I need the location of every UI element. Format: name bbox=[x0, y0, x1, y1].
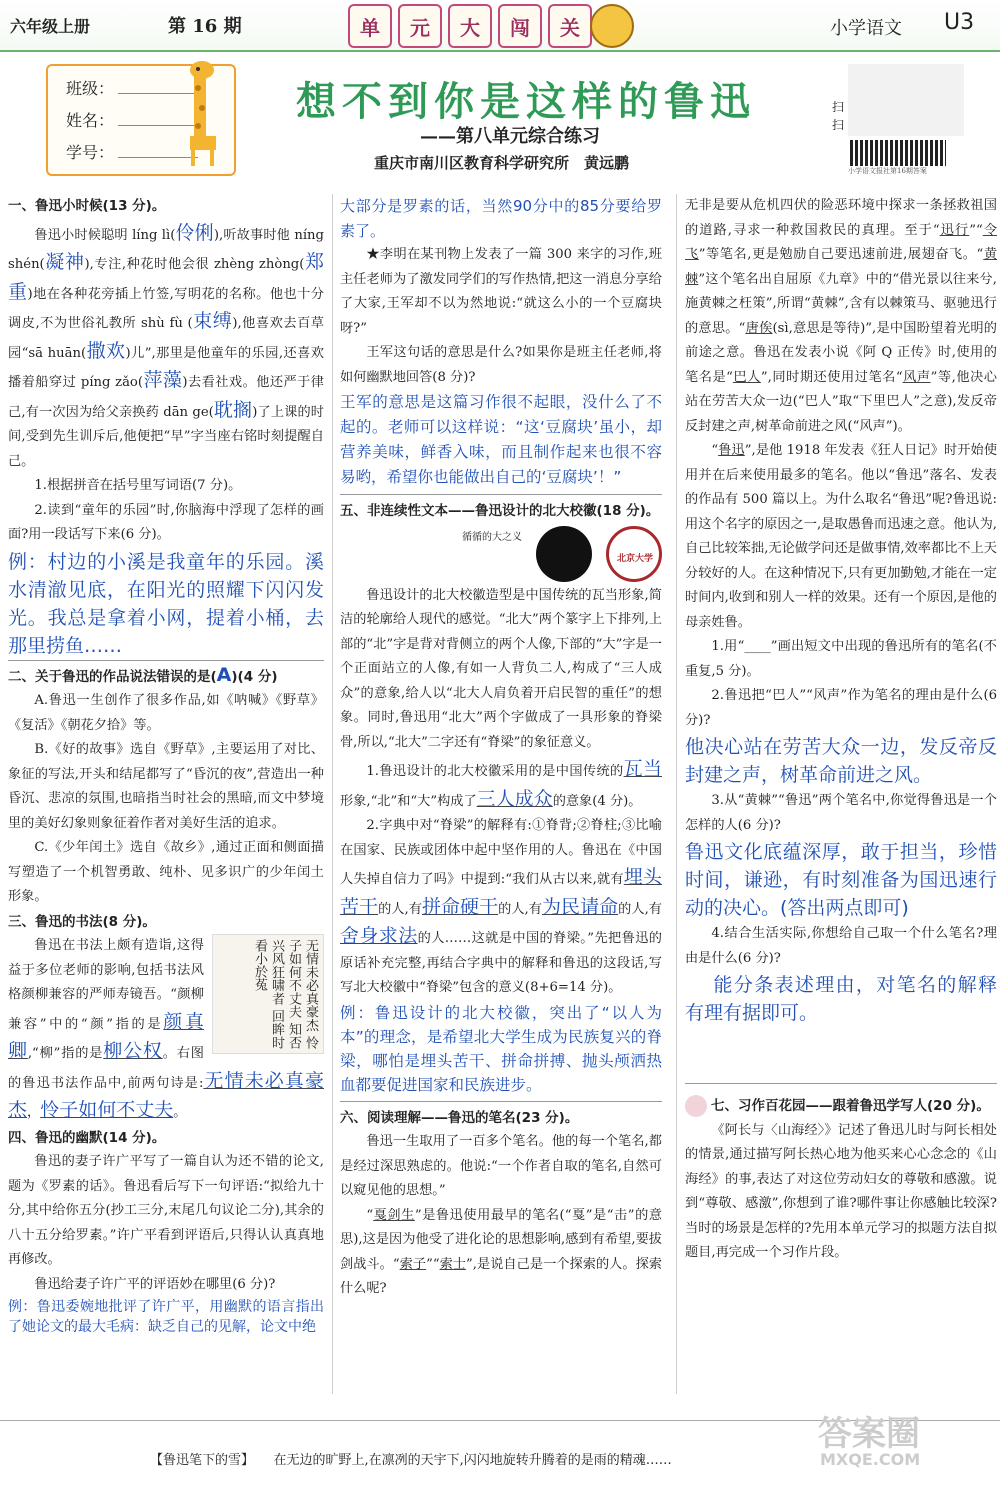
section-6-passage-3: 无非是要从危机四伏的险恶环境中探求一条拯救祖国的道路,寻求一种救国救民的真理。至于“迅行”“令飞”等笔名,更是勉励自己要迅速前进,展翅奋飞。“黄棘”这个笔名出自屈原《九章》中的“借光景以往来兮,施黄棘之枉策”,所谓“黄棘”,含有以棘策马、驱驰迅行的意思。“唐俟(sì,意思是等待)”,是中国盼望着光明的前途之意。鲁迅在发表小说《阿 Q 正传》时,使用的笔名是“巴人”,同时期还使用过笔名“风声”等,他决心站在劳苦大众一边(“巴人”取“下里巴人”之意),发反帝反封建之声,树革命前进之风(“风声”)。 bbox=[685, 198, 998, 434]
giraffe-icon bbox=[180, 58, 224, 168]
top-bar bbox=[0, 0, 1000, 52]
section-6-heading: 六、阅读理解——鲁迅的笔名(23 分)。 bbox=[340, 1109, 579, 1126]
id-field[interactable]: 学号： bbox=[66, 140, 198, 163]
banner-char: 单 bbox=[348, 4, 392, 48]
section-7-passage: 《阿长与〈山海经〉》记述了鲁迅儿时与阿长相处的情景,通过描写阿长热心地为他买来心心念念的《山海经》的事,表达了对这位劳动妇女的尊敬和感激。说到“尊敬、感激”,你想到了谁?哪件事让你感触比较深?当时的场景是怎样的?先用本单元学习的拟题方法自拟题目,再完成一个习作片段。 bbox=[685, 1122, 997, 1260]
banner-char: 关 bbox=[548, 4, 592, 48]
section-1-passage: 鲁迅小时候聪明 líng lì(伶俐),听故事时他 níng shén(凝神),专注,种花时他会很 zhèng zhòng(郑重)地在各种花旁插上竹签,写明花的名称。他也十分调皮,不为世俗礼教所 shù fù (束缚),他喜欢去百草园“sā huān(撒欢)儿”,那里是他童年的乐园,还喜欢播着船穿过 píng zǎo(萍藻)去看社戏。他还严于律己,有一次因为给父亲换药 dān ge(耽搁)了上课的时间,受到先生训斥后,他便把“早”字当座右铭时刻提醒自己。 bbox=[8, 221, 324, 469]
section-6-passage-1: 鲁迅一生取用了一百多个笔名。他的每一个笔名,都是经过深思熟虑的。他说:“一个作者自取的笔名,自然可以窥见他的思想。” bbox=[340, 1134, 662, 1198]
option-a: A.鲁迅一生创作了很多作品,如《呐喊》《野草》《复活》《朝花夕拾》等。 bbox=[8, 693, 324, 733]
question-1-2: 2.读到“童年的乐园”时,你脑海中浮现了怎样的画面?用一段话写下来(6 分)。 bbox=[8, 502, 324, 542]
footer-quote: 【鲁迅笔下的雪】 在无边的旷野上,在凛冽的天宇下,闪闪地旋转升腾着的是雨的精魂…… bbox=[150, 1453, 672, 1468]
question-6-1: 1.用“____”画出短文中出现的鲁迅所有的笔名(不重复,5 分)。 bbox=[685, 639, 997, 679]
option-b: B.《好的故事》选自《野草》,主要运用了对比、象征的写法,开头和结尾都写了“昏沉的夜”,营造出一种昏沉、悲凉的氛围,也暗指当时社会的黑暗,而文中梦境里的美好幻象则象征着作者对美好生活的追求。 bbox=[8, 742, 324, 831]
watermark-logo: 答案圈 bbox=[818, 1414, 920, 1454]
answer-6-4: 能分条表述理由，对笔名的解释有理有据即可。 bbox=[685, 974, 997, 1024]
page-title: 想不到你是这样的鲁迅 bbox=[296, 79, 756, 125]
grade-label: 六年级上册 bbox=[10, 17, 91, 36]
answer-6-3: 鲁迅文化底蕴深厚，敢于担当，珍惜时间，谦逊，有时刻准备为国迅速行动的决心。(答出两点即可) bbox=[685, 841, 997, 919]
author-line: 重庆市南川区教育科学研究所 黄远鹏 bbox=[374, 154, 630, 172]
section-4-passage: 鲁迅的妻子许广平写了一篇自认为还不错的论文,题为《罗素的话》。鲁迅看后写下一句评语:“拟给九十分,其中给你五分(抄工三分,末尾几句议论二分),其余的八十五分给罗素。”许广平看到评语后,只得认认真真地再修改。 bbox=[8, 1154, 324, 1267]
section-6-passage-4: “鲁迅”,是他 1918 年发表《狂人日记》时开始使用并在后来使用最多的笔名。他以“鲁迅”落名、发表的作品有 500 篇以上。为什么取名“鲁迅”呢?鲁迅说:用这个名字的原因之一,是取愚鲁而迅速之意。他认为,自己比较笨拙,无论做学问还是做事情,效率都比不上天分较好的人。在这种情况下,只有更加勤勉,才能在一定时间内,收到和别人一样的效果。还有一个原因,是他的母亲姓鲁。 bbox=[685, 443, 998, 630]
name-field[interactable]: 姓名： bbox=[66, 108, 198, 131]
section-5-heading: 五、非连续性文本——鲁迅设计的北大校徽(18 分)。 bbox=[340, 503, 660, 519]
question-4-2: 王军这句话的意思是什么?如果你是班主任老师,将如何幽默地回答(8 分)? bbox=[340, 345, 662, 385]
banner-char: 元 bbox=[398, 4, 442, 48]
question-5-1: 1.鲁迅设计的北大校徽采用的是中国传统的瓦当形象,“北”和“大”构成了三人成众的意象(4 分)。 bbox=[340, 758, 662, 810]
question-6-3: 3.从“黄棘”“鲁迅”两个笔名中,你觉得鲁迅是一个怎样的人(6 分)? bbox=[685, 793, 997, 833]
column-middle bbox=[340, 194, 662, 1406]
qr-placeholder bbox=[848, 64, 964, 136]
column-divider bbox=[676, 194, 677, 1394]
issue-label: 第 16 期 bbox=[168, 16, 242, 37]
pku-badge-icon bbox=[536, 526, 592, 582]
question-6-4: 4.结合生活实际,你想给自己取一个什么笔名?理由是什么(6 分)? bbox=[685, 926, 997, 966]
page-number: U3 bbox=[944, 10, 975, 35]
section-1-heading: 一、鲁迅小时候(13 分)。 bbox=[8, 198, 166, 214]
section-3-heading: 三、鲁迅的书法(8 分)。 bbox=[8, 913, 156, 930]
question-5-2: 2.字典中对“脊梁”的解释有:①脊背;②脊柱;③比喻在国家、民族或团体中起中坚作用的人。鲁迅在《中国人失掉自信力了吗》中提到:“我们从古以来,就有埋头苦干的人,有拼命硬干的人,有为民请命的人,有舍身求法的人……这就是中国的脊梁。”先把鲁迅的原话补充完整,再结合字典中的解释和鲁迅的这段话,写写北大校徽中“脊梁”包含的意义(8+6=14 分)。 bbox=[340, 818, 662, 995]
subject-label: 小学语文 bbox=[830, 18, 902, 39]
qr-code-icon[interactable] bbox=[850, 140, 946, 166]
class-field[interactable]: 班级： bbox=[66, 76, 198, 99]
banner-char: 闯 bbox=[498, 4, 542, 48]
qr-side-label: 扫 扫 bbox=[832, 100, 845, 132]
unit-banner bbox=[348, 4, 592, 48]
answer-6-2: 他决心站在劳苦大众一边，发反帝反封建之声，树革命前进之风。 bbox=[685, 736, 997, 786]
divider-rule bbox=[685, 1083, 997, 1084]
question-6-2: 2.鲁迅把“巴人”“风声”作为笔名的理由是什么(6 分)? bbox=[685, 688, 997, 728]
story-passage: ★李明在某刊物上发表了一篇 300 来字的习作,班主任老师为了激发同学们的写作热情,把这一消息分享给了大家,王军却不以为然地说:“就这么小的一个豆腐块呀?” bbox=[340, 247, 662, 336]
answer-1-2: 例：村边的小溪是我童年的乐园。溪水清澈见底，在阳光的照耀下闪闪发光。我总是拿着小网，提着小桶，去那里捞鱼…… bbox=[8, 548, 324, 661]
column-right bbox=[685, 194, 997, 1406]
section-2-heading: 二、关于鲁迅的作品说法错误的是(A)(4 分) bbox=[8, 663, 278, 686]
section-5-passage: 鲁迅设计的北大校徽造型是中国传统的瓦当形象,简洁的轮廓给人现代的感觉。“北大”两个篆字上下排列,上部的“北”字是背对背侧立的两个人像,下部的“大”字是一个正面站立的人像,有如一人背负二人,构成了“三人成众”的意象,给人以“北大人肩负着开启民智的重任”的想象。同时,鲁迅用“北大”两个字做成了一具形象的脊梁骨,所以,“北大”二字还有“脊梁”的象征意义。 bbox=[340, 587, 662, 750]
option-c: C.《少年闰土》选自《故乡》,通过正面和侧面描写塑造了一个机智勇敢、纯朴、见多识广的少年闰土形象。 bbox=[8, 840, 324, 904]
divider-rule bbox=[340, 494, 662, 495]
section-7-heading: 七、习作百花园——跟着鲁迅学写人(20 分)。 bbox=[685, 1094, 997, 1119]
section-6-passage-2: “戛剑生”是鲁迅使用最早的笔名(“戛”是“击”的意思),这是因为他受了进化论的思想影响,感到有希望,要拔剑战斗。“索子”“索士”,是说自己是一个探索的人。探索什么呢? bbox=[340, 1207, 663, 1296]
answer-4-continued: 大部分是罗素的话，当然90分中的85分要给罗素了。 bbox=[340, 197, 662, 240]
divider-rule bbox=[340, 1101, 662, 1102]
logo-caption: 循循的大之义 bbox=[462, 531, 522, 543]
answer-4-2: 王军的意思是这篇习作很不起眼，没什么了不起的。老师可以这样说：“这‘豆腐块’虽小，却营养美味，鲜香入味，而且制作起来也很不容易哟，希望你也能做出自己的‘豆腐块’！” bbox=[340, 393, 662, 486]
watermark-url: MXQE.COM bbox=[820, 1450, 921, 1469]
section-3-passage: 鲁迅在书法上颇有造诣,这得益于多位老师的影响,包括书法风格颜柳兼容的严师寿镜吾。“颜柳兼容”中的“颜”指的是颜真卿,“柳”指的是柳公权。右图的鲁迅书法作品中,前两句诗是:无情未必真豪杰，怜子如何不丈夫。 bbox=[8, 938, 324, 1121]
question-4: 鲁迅给妻子许广平的评语妙在哪里(6 分)? bbox=[34, 1276, 276, 1292]
rabbit-icon bbox=[685, 1095, 707, 1117]
qr-caption: 小学语文报社第16期答案 bbox=[848, 167, 927, 175]
section-4-heading: 四、鲁迅的幽默(14 分)。 bbox=[8, 1129, 166, 1146]
cow-mascot-icon bbox=[590, 4, 634, 48]
pku-logos bbox=[340, 526, 662, 582]
calligraphy-image: 无情未必真豪杰 怜子如何不丈夫 知否兴风狂啸者 回眸时看小於菟 bbox=[212, 934, 324, 1054]
answer-5-2: 例：鲁迅设计的北大校徽，突出了“以人为本”的理念，是希望北大学生成为民族复兴的脊梁，哪怕是埋头苦干、拼命拼搏、抛头颅洒热血都要促进国家和民族进步。 bbox=[340, 1003, 662, 1094]
page-subtitle: ——第八单元综合练习 bbox=[420, 126, 600, 147]
pku-seal-icon: 北京大学 bbox=[606, 526, 662, 582]
banner-char: 大 bbox=[448, 4, 492, 48]
column-divider bbox=[332, 194, 333, 1394]
answer-4: 例：鲁迅委婉地批评了许广平，用幽默的语言指出了她论文的最大毛病：缺乏自己的见解，论文中绝 bbox=[8, 1299, 324, 1335]
question-1-1: 1.根据拼音在括号里写词语(7 分)。 bbox=[34, 478, 242, 493]
column-left bbox=[8, 194, 324, 1409]
